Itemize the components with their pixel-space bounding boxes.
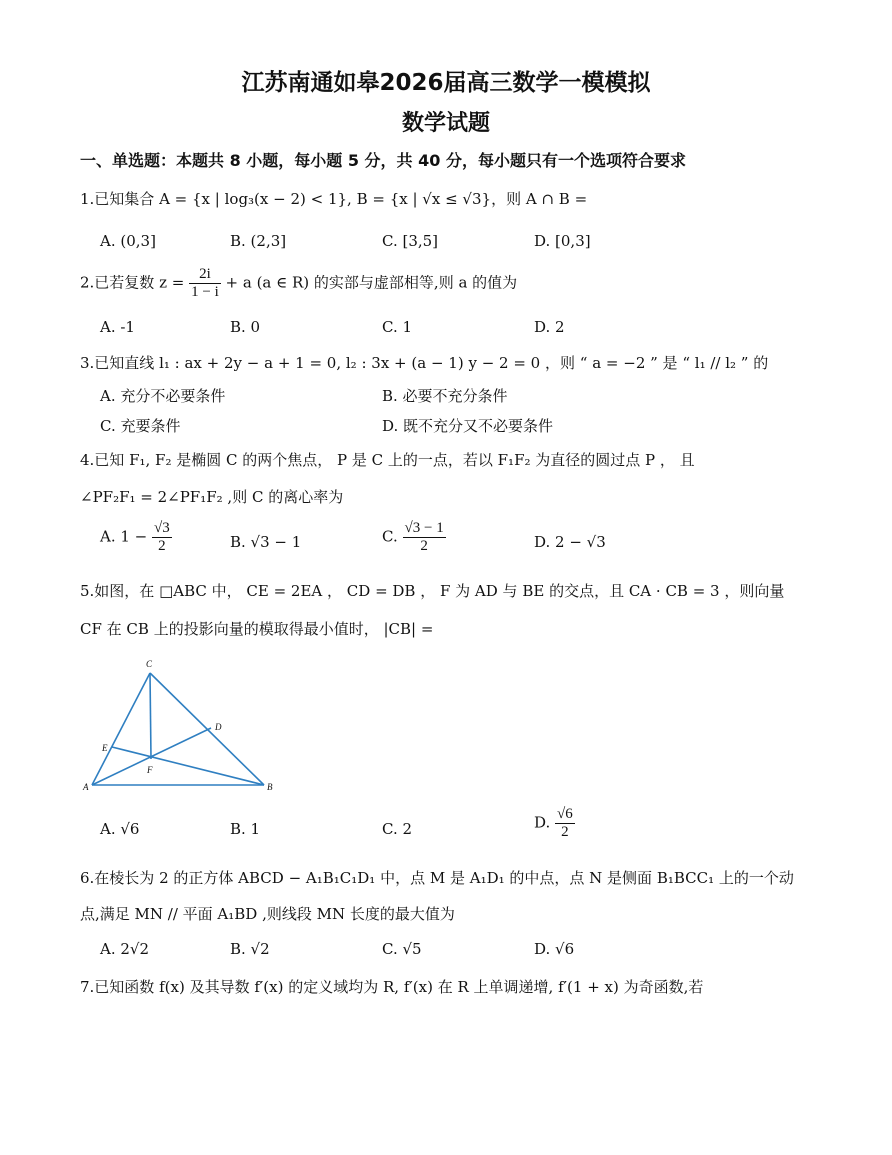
- q4-option-a-fraction: [152, 520, 172, 555]
- page-subtitle: 数学试题: [401, 111, 490, 136]
- question-1-text: 1.已知集合 A = {x | log₃(x − 2) < 1}, B = {x | √x ≤ √3}，则 A ∩ B =: [80, 190, 588, 208]
- section-heading: 一、单选题：本题共 8 小题，每小题 5 分，共 40 分，每小题只有一个选项符合要求: [80, 151, 686, 170]
- segment-be: [112, 747, 264, 785]
- q6-option-a: A. 2√2: [100, 940, 150, 958]
- q4-option-a: [100, 520, 172, 555]
- segment-cf: [150, 673, 151, 759]
- label-a: A: [83, 782, 89, 792]
- q5-option-d-prefix: D.: [534, 813, 551, 832]
- q2-fraction-numerator: 2i: [189, 266, 221, 284]
- side-ac: [92, 673, 150, 785]
- question-4-line-1: 4.已知 F₁, F₂ 是椭圆 C 的两个焦点， P 是 C 上的一点，若以 F₁F₂ 为直径的圆过点 P ， 且: [80, 451, 695, 469]
- q4-option-c: [382, 520, 446, 555]
- q2-prefix: 2.已若复数 z =: [80, 273, 185, 292]
- question-2-text: [80, 266, 517, 301]
- q5-option-d-fraction: [555, 806, 575, 841]
- q2-fraction: [189, 266, 221, 301]
- q4-option-a-numerator: √3: [154, 520, 170, 536]
- q1-option-a: A. (0,3]: [100, 232, 156, 250]
- label-b: B: [267, 782, 273, 792]
- q4-option-a-prefix: A. 1 −: [100, 527, 148, 546]
- side-cb: [150, 673, 264, 785]
- q4-option-c-denominator: 2: [420, 538, 428, 554]
- q2-option-a: A. -1: [100, 318, 135, 336]
- q4-option-a-denominator: 2: [158, 538, 166, 554]
- q6-option-b: B. √2: [230, 940, 270, 958]
- label-f: F: [147, 765, 153, 775]
- q2-fraction-denominator: 1 − i: [191, 284, 219, 300]
- q1-option-d: D. [0,3]: [534, 232, 591, 250]
- q3-option-a: A. 充分不必要条件: [100, 387, 226, 405]
- label-e: E: [102, 743, 108, 753]
- q5-option-c: C. 2: [382, 820, 413, 838]
- page-title: 江苏南通如皋2026届高三数学一模模拟: [241, 70, 651, 96]
- q6-option-d: D. √6: [534, 940, 575, 958]
- q5-option-b: B. 1: [230, 820, 261, 838]
- q5-option-d-numerator: √6: [557, 806, 573, 822]
- question-7-line-1: 7.已知函数 f(x) 及其导数 f′(x) 的定义域均为 R, f′(x) 在 R 上单调递增, f′(1 + x) 为奇函数,若: [80, 978, 704, 996]
- q3-option-c: C. 充要条件: [100, 417, 181, 435]
- q6-option-c: C. √5: [382, 940, 422, 958]
- q3-option-b: B. 必要不充分条件: [382, 387, 508, 405]
- q5-option-d-denominator: 2: [561, 824, 569, 840]
- question-3-text: 3.已知直线 l₁ : ax + 2y − a + 1 = 0, l₂ : 3x + (a − 1) y − 2 = 0 ，则 “ a = −2 ” 是 “ l₁ // l₂ ” 的: [80, 354, 769, 372]
- question-6-line-1: 6.在棱长为 2 的正方体 ABCD − A₁B₁C₁D₁ 中，点 M 是 A₁D₁ 的中点，点 N 是侧面 B₁BCC₁ 上的一个动: [80, 869, 794, 887]
- question-5-line-1: 5.如图，在 □ABC 中， CE = 2EA ， CD = DB ， F 为 AD 与 BE 的交点，且 CA · CB = 3 ，则向量: [80, 582, 785, 600]
- triangle-figure: [78, 655, 288, 800]
- q3-option-d: D. 既不充分又不必要条件: [382, 417, 554, 435]
- q2-option-d: D. 2: [534, 318, 565, 336]
- q4-option-c-numerator: √3 − 1: [404, 520, 444, 536]
- q2-option-b: B. 0: [230, 318, 261, 336]
- q4-option-d: D. 2 − √3: [534, 533, 606, 551]
- label-d: D: [215, 722, 222, 732]
- q1-option-c: C. [3,5]: [382, 232, 439, 250]
- question-5-line-2: CF 在 CB 上的投影向量的模取得最小值时， |CB| =: [80, 620, 434, 638]
- q2-suffix: + a (a ∈ R) 的实部与虚部相等,则 a 的值为: [225, 273, 518, 292]
- q4-option-c-fraction: [403, 520, 446, 555]
- q5-option-d: [534, 806, 575, 841]
- question-4-line-2: ∠PF₂F₁ = 2∠PF₁F₂ ,则 C 的离心率为: [80, 488, 344, 506]
- q5-option-a: A. √6: [100, 820, 140, 838]
- q1-option-b: B. (2,3]: [230, 232, 287, 250]
- q4-option-b: B. √3 − 1: [230, 533, 302, 551]
- q2-option-c: C. 1: [382, 318, 413, 336]
- triangle-lines: [92, 673, 264, 785]
- q4-option-c-prefix: C.: [382, 527, 398, 546]
- label-c: C: [146, 659, 153, 669]
- question-6-line-2: 点,满足 MN // 平面 A₁BD ,则线段 MN 长度的最大值为: [80, 905, 455, 923]
